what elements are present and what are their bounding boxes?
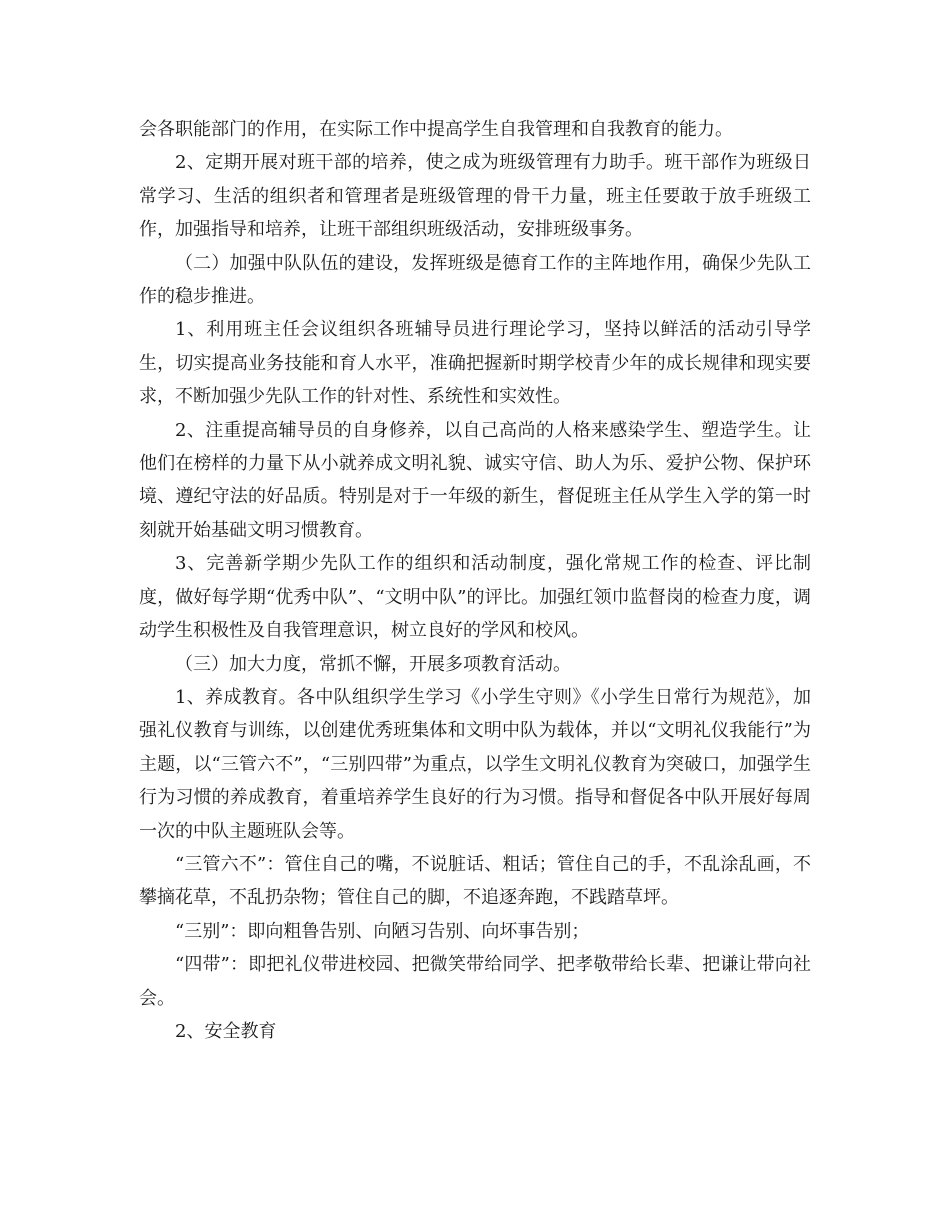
paragraph-work-system: 3、完善新学期少先队工作的组织和活动制度，强化常规工作的检查、评比制度，做好每学期“优秀中队”、“文明中队”的评比。加强红领巾监督岗的检查力度，调动学生积极性及自我管理意识，树立良好的学风和校风。 [139,553,811,642]
paragraph-three-manage-six-not: “三管六不”：管住自己的嘴，不说脏话、粗话；管住自己的手，不乱涂乱画，不攀摘花草，不乱扔杂物；管住自己的脚，不追逐奔跑，不践踏草坪。 [139,853,811,909]
paragraph-safety-education: 2、安全教育 [175,1020,277,1042]
paragraph-continuation: 会各职能部门的作用，在实际工作中提高学生自我管理和自我教育的能力。 [139,119,733,140]
document-body [139,113,811,1048]
paragraph-theory-study: 1、利用班主任会议组织各班辅导员进行理论学习，坚持以鲜活的活动引导学生，切实提高业务技能和育人水平，准确把握新时期学校青少年的成长规律和现实要求，不断加强少先队工作的针对性、系统性和实效性。 [139,319,811,408]
paragraph-habit-education: 1、养成教育。各中队组织学生学习《小学生守则》《小学生日常行为规范》，加强礼仪教育与训练，以创建优秀班集体和文明中队为载体，并以“文明礼仪我能行”为主题，以“三管六不”，“三别四带”为重点，以学生文明礼仪教育为突破口，加强学生行为习惯的养成教育，着重培养学生良好的行为习惯。指导和督促各中队开展好每周一次的中队主题班队会等。 [139,686,811,842]
paragraph-class-cadre-training: 2、定期开展对班干部的培养，使之成为班级管理有力助手。班干部作为班级日常学习、生活的组织者和管理者是班级管理的骨干力量，班主任要敢于放手班级工作，加强指导和培养，让班干部组织班级活动，安排班级事务。 [139,152,811,241]
paragraph-four-brings: “四带”：即把礼仪带进校园、把微笑带给同学、把孝敬带给长辈、把谦让带向社会。 [139,954,811,1009]
section-heading-three: （三）加大力度，常抓不懈，开展多项教育活动。 [175,653,571,675]
paragraph-counselor-cultivation: 2、注重提高辅导员的自身修养，以自己高尚的人格来感染学生、塑造学生。让他们在榜样的力量下从小就养成文明礼貌、诚实守信、助人为乐、爱护公物、保护环境、遵纪守法的好品质。特别是对于一年级的新生，督促班主任从学生入学的第一时刻就开始基础文明习惯教育。 [139,419,811,541]
paragraph-three-farewells: “三别”：即向粗鲁告别、向陋习告别、向坏事告别； [175,920,590,942]
section-heading-two: （二）加强中队队伍的建设，发挥班级是德育工作的主阵地作用，确保少先队工作的稳步推进。 [139,252,811,308]
